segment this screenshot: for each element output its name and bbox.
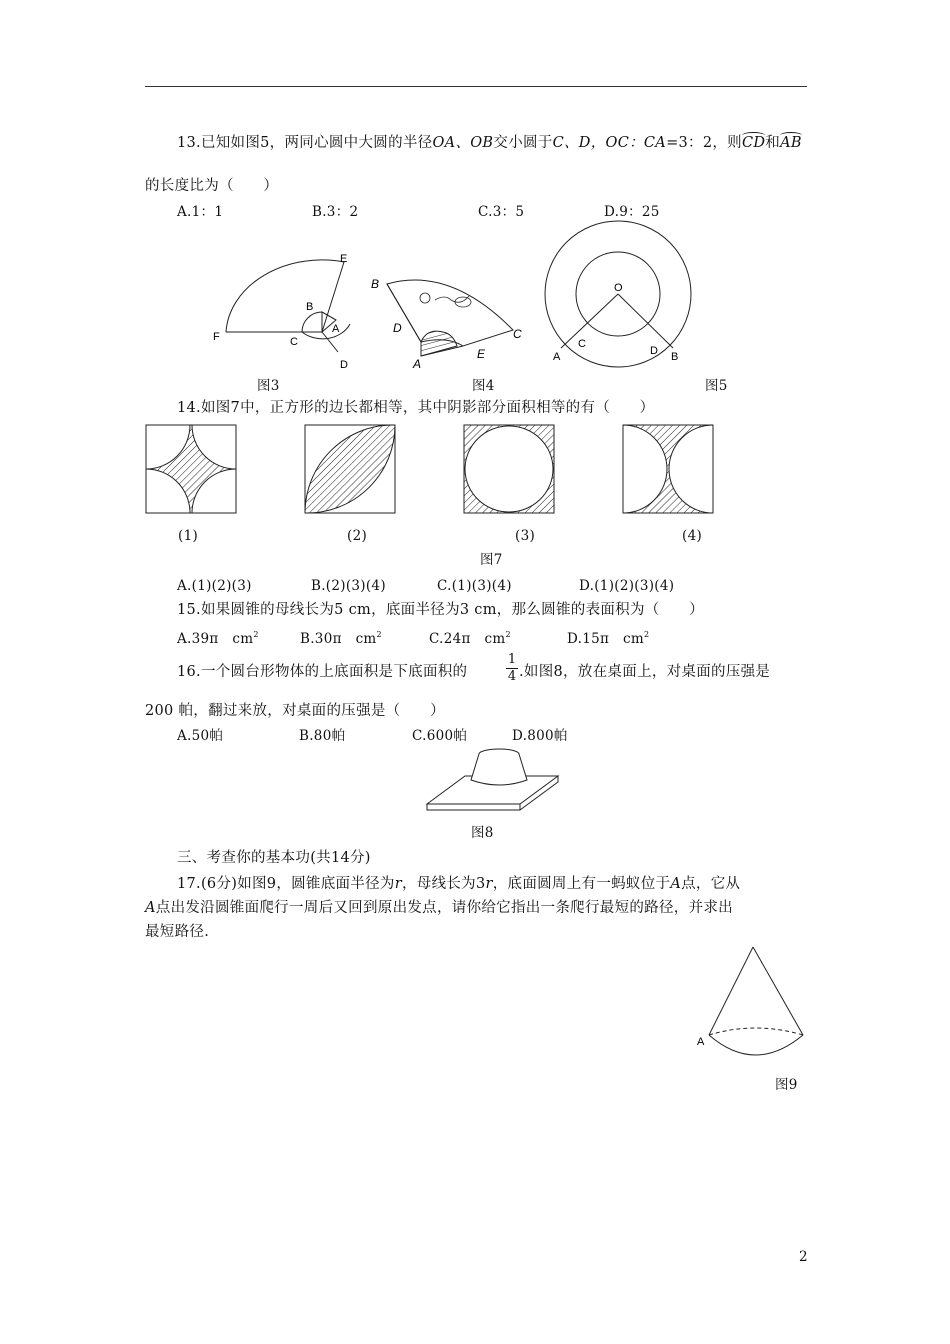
fig3-label-c: C [290, 336, 298, 348]
q14-sublabel-2: (2) [347, 528, 368, 544]
q14-sublabel-1: (1) [178, 528, 199, 544]
figure-5 [545, 210, 695, 370]
q15-option-d: D.15π $cm^2$ [567, 630, 650, 647]
q14-option-d: D.(1)(2)(3)(4) [579, 578, 675, 594]
page-number: 2 [799, 1249, 808, 1265]
fig3-label-e: E [340, 253, 348, 265]
fig4-label-e: E [477, 347, 486, 361]
figure-4 [365, 262, 535, 374]
arc-ab: AB [780, 135, 802, 151]
q14-option-c: C.(1)(3)(4) [437, 578, 512, 594]
fig5-label-c: C [578, 338, 586, 350]
fig5-label-b: B [671, 351, 679, 363]
q16-text-b: .如图8，放在桌面上，对桌面的压强是 [519, 664, 771, 680]
q14-sublabel-3: (3) [515, 528, 536, 544]
q13-line1: 13.已知如图5，两同心圆中大圆的半径OA、OB交小圆于C、D，OC：CA=3：2，则CD和AB [177, 135, 802, 151]
fig3-label-a: A [332, 323, 340, 335]
fig5-label-a: A [553, 351, 561, 363]
fig4-caption: 图4 [472, 378, 495, 394]
fig3-label-b: B [306, 301, 314, 313]
q14-option-b: B.(2)(3)(4) [311, 578, 386, 594]
fig9-caption: 图9 [775, 1077, 798, 1093]
q14-text: 14.如图7中，正方形的边长都相等，其中阴影部分面积相等的有（ ） [177, 400, 655, 416]
fig3-label-f: F [213, 331, 220, 343]
fig5-label-d: D [650, 345, 658, 357]
q13-option-c: C.3：5 [478, 204, 525, 220]
q15-option-c: C.24π $cm^2$ [429, 630, 511, 647]
q16-text-a: 16.一个圆台形物体的上底面积是下底面积的 [177, 664, 468, 680]
q14-figure-2 [305, 425, 395, 513]
q14-sublabel-4: (4) [682, 528, 703, 544]
q14-caption: 图7 [480, 552, 503, 568]
fig4-label-b: B [371, 277, 380, 291]
fig3-label-d: D [340, 359, 348, 371]
q15-text: 15.如果圆锥的母线长为5 cm，底面半径为3 cm，那么圆锥的表面积为（ ） [177, 602, 704, 618]
fig4-label-a: A [413, 357, 422, 371]
q16-caption: 图8 [471, 825, 494, 841]
fig4-label-d: D [393, 321, 402, 335]
fig4-label-c: C [513, 327, 522, 341]
q13-line2: 的长度比为（ ） [145, 178, 279, 194]
q13-option-a: A.1：1 [177, 204, 224, 220]
q13-option-b: B.3：2 [312, 204, 359, 220]
q14-figure-3 [464, 425, 554, 513]
q17-line1: 17.(6分)如图9，圆锥底面半径为r，母线长为3r，底面圆周上有一蚂蚁位于A点，它从 [177, 876, 741, 892]
section-3-title: 三、考查你的基本功(共14分) [177, 850, 371, 866]
q13-option-d: D.9：25 [604, 204, 660, 220]
q16-option-c: C.600帕 [412, 728, 468, 744]
fig3-caption: 图3 [257, 378, 280, 394]
fig5-label-o: O [614, 282, 623, 294]
q17-line3: 最短路径. [145, 924, 210, 940]
fig9-label-a: A [697, 1036, 705, 1048]
q14-figure-4 [623, 425, 713, 513]
figure-8 [425, 748, 560, 812]
q17-line2: A点出发沿圆锥面爬行一周后又回到原出发点，请你给它指出一条爬行最短的路径，并求出 [145, 900, 733, 916]
q14-figure-1 [146, 425, 236, 513]
q16-option-b: B.80帕 [299, 728, 346, 744]
q16-fraction: 1 4 [507, 652, 517, 684]
q15-option-a: A.39π $cm^2$ [177, 630, 259, 647]
q16-option-d: D.800帕 [512, 728, 568, 744]
q15-option-b: B.30π $cm^2$ [300, 630, 382, 647]
q16-line2: 200 帕，翻过来放，对桌面的压强是（ ） [145, 703, 445, 719]
header-rule [145, 86, 807, 87]
figure-9 [695, 945, 810, 1070]
fig5-caption: 图5 [705, 378, 728, 394]
q14-option-a: A.(1)(2)(3) [177, 578, 252, 594]
arc-cd: CD [741, 135, 766, 151]
figure-3 [210, 250, 370, 375]
q16-option-a: A.50帕 [177, 728, 224, 744]
